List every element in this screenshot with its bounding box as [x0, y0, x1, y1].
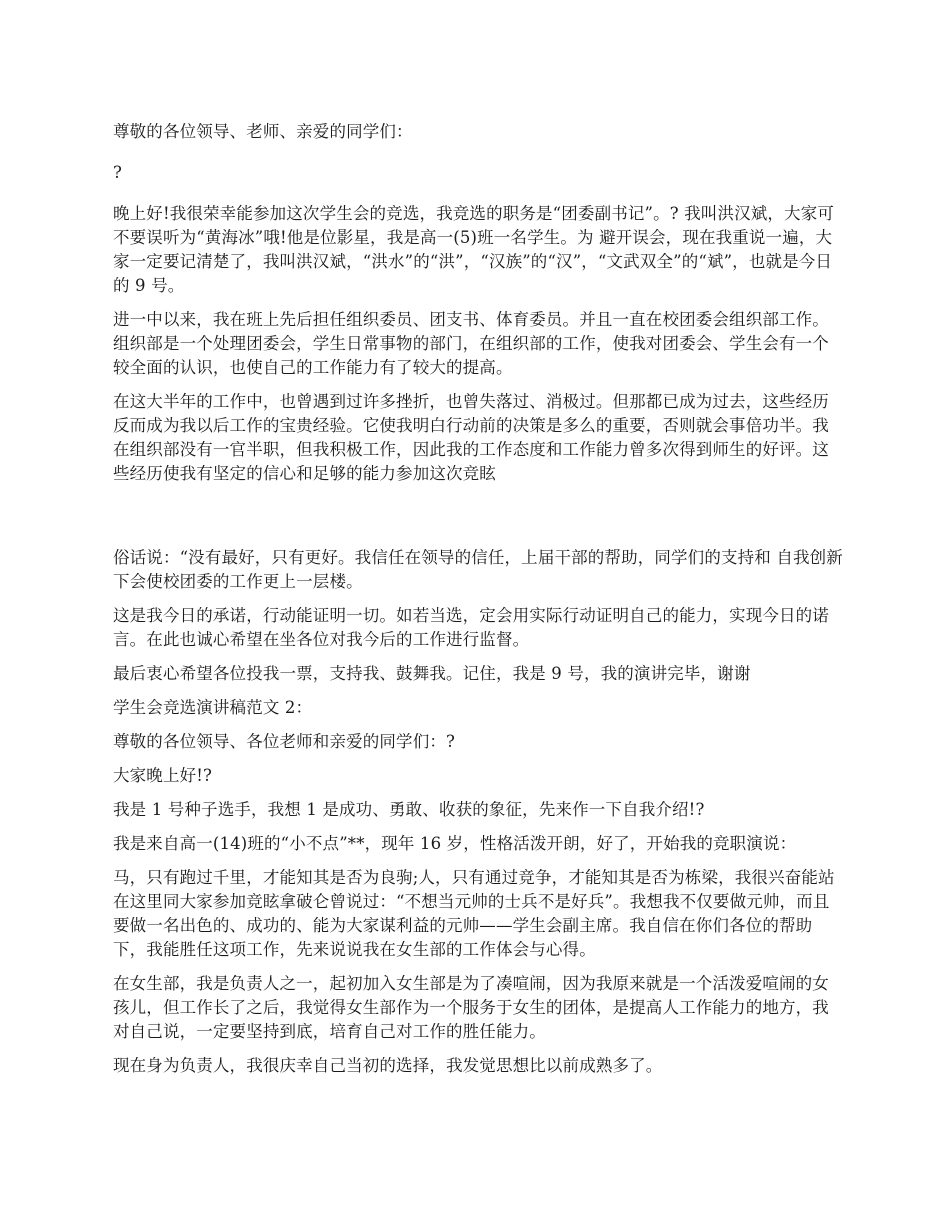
- girls-department-paragraph: 在女生部，我是负责人之一，起初加入女生部是为了凑喧闹，因为我原来就是一个活泼爱喧闹的女孩儿，但工作长了之后，我觉得女生部作为一个服务于女生的团体，是提高人工作能力的地方，我对自己说，一定要坚持到底，培育自己对工作的胜任能力。: [113, 974, 829, 1041]
- greeting-paragraph-2: 尊敬的各位领导、各位老师和亲爱的同学们：?: [113, 732, 455, 751]
- proverb-paragraph: 俗话说：“没有最好，只有更好。我信任在领导的信任，上届干部的帮助，同学们的支持和 自我创新下会使校团委的工作更上一层楼。: [113, 548, 843, 591]
- document-page: [113, 120, 843, 1088]
- evening-greeting: 大家晚上好!?: [113, 766, 213, 785]
- greeting-paragraph: 尊敬的各位领导、老师、亲爱的同学们：: [113, 122, 413, 141]
- section-heading: 学生会竞选演讲稿范文 2：: [113, 698, 313, 717]
- self-introduction-paragraph: 晚上好!我很荣幸能参加这次学生会的竞选，我竞选的职务是“团委副书记”。? 我叫洪汉斌，大家可不要误听为“黄海冰”哦!他是位影星，我是高一(5)班一名学生。为 避开误会，现在我重说一遍，大家一定要记清楚了，我叫洪汉斌，“洪水”的“洪”，“汉族”的“汉”，“文武双全”的“斌”，也就是今日的 9 号。: [113, 204, 834, 295]
- setbacks-paragraph: 在这大半年的工作中，也曾遇到过许多挫折，也曾失落过、消极过。但那都已成为过去，这些经历反而成为我以后工作的宝贵经验。它使我明白行动前的决策是多么的重要，否则就会事倍功半。我在组织部没有一官半职，但我积极工作，因此我的工作态度和工作能力曾多次得到师生的好评。这些经历使我有坚定的信心和足够的能力参加这次竞眩: [113, 392, 829, 483]
- candidate-intro-paragraph: 我是 1 号种子选手，我想 1 是成功、勇敢、收获的象征，先来作一下自我介绍!?: [113, 800, 705, 819]
- background-paragraph: 我是来自高一(14)班的“小不点”**，现年 16 岁，性格活泼开朗，好了，开始我的竞职演说：: [113, 834, 797, 853]
- experience-paragraph: 进一中以来，我在班上先后担任组织委员、团支书、体育委员。并且一直在校团委会组织部工作。组织部是一个处理团委会，学生日常事物的部门，在组织部的工作，使我对团委会、学生会有一个较全面的认识，也使自己的工作能力有了较大的提高。: [113, 310, 829, 377]
- closing-paragraph: 最后衷心希望各位投我一票，支持我、鼓舞我。记住，我是 9 号，我的演讲完毕，谢谢: [113, 664, 751, 683]
- reflection-paragraph: 现在身为负责人，我很庆幸自己当初的选择，我发觉思想比以前成熟多了。: [113, 1056, 663, 1075]
- placeholder-paragraph: ?: [113, 163, 122, 182]
- promise-paragraph: 这是我今日的承诺，行动能证明一切。如若当选，定会用实际行动证明自己的能力，实现今日的诺言。在此也诚心希望在坐各位对我今后的工作进行监督。: [113, 606, 829, 649]
- ambition-paragraph: 马，只有跑过千里，才能知其是否为良驹;人，只有通过竞争，才能知其是否为栋梁，我很兴奋能站在这里同大家参加竞眩拿破仑曾说过：“不想当元帅的士兵不是好兵”。我想我不仅要做元帅，而且要做一名出色的、成功的、能为大家谋利益的元帅——学生会副主席。我自信在你们各位的帮助下，我能胜任这项工作，先来说说我在女生部的工作体会与心得。: [113, 868, 835, 959]
